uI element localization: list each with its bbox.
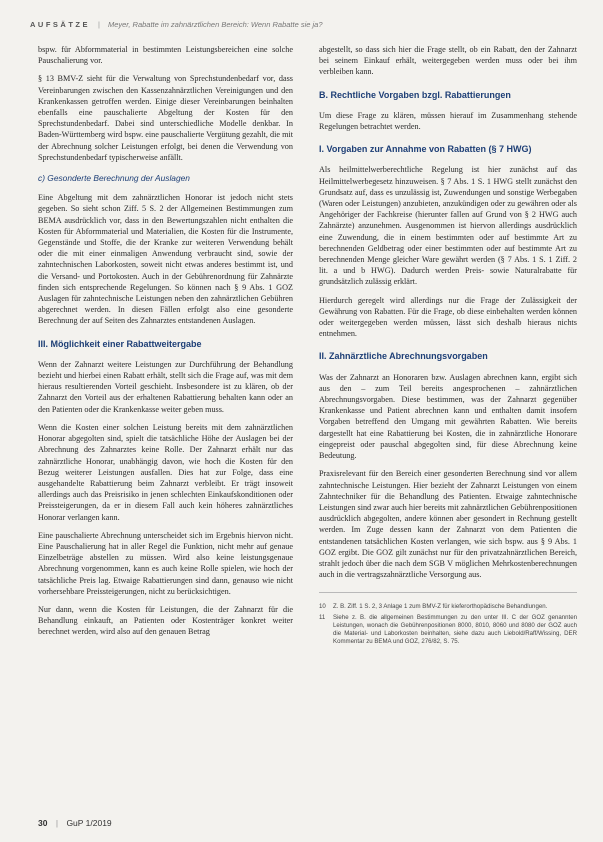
footer-separator: | — [55, 818, 59, 828]
header-separator: | — [98, 19, 100, 29]
footnote-text: Siehe z. B. die allgemeinen Bestimmungen zu den unter III. C der GOZ genannten Leistungen, wonach die Gebührenpositionen 8000, 8010, 8060 und 8080 der GOZ auch die Material- und Laborkosten beinhalten, siehe dazu auch Liebold/Raff/Wissing, DER Kommentar zu BEMA und GOZ, 276/82, S. 75. — [333, 613, 577, 646]
footnotes — [319, 603, 577, 646]
page-footer — [38, 818, 112, 828]
paragraph: Nur dann, wenn die Kosten für Leistungen, die der Zahnarzt für die Behandlung einkauft, an Patienten oder Kostenträger konkret weiter berechnet werden, wird also auf den genauen Betrag — [38, 604, 293, 637]
paragraph: Was der Zahnarzt an Honoraren bzw. Auslagen abrechnen kann, ergibt sich aus den – zum Teil bereits angesprochenen – zahnärztlichen Abrechnungsvorgaben. Diese bestimmen, was der Zahnarzt gegenüber Krankenkasse und Patient abrechnen kann und enthalten damit insofern Vorgaben betreffend den Umgang mit gewährten Rabatten. Wie bereits dargestellt hat eine Rabattierung bei Kosten, die in zahnärztliche Honorare eingepreist oder pauschal abgegolten sind, für diese Abrechnung keine Bedeutung. — [319, 372, 577, 461]
left-column — [38, 44, 293, 645]
footnote-number: 10 — [319, 603, 326, 611]
paragraph: Hierdurch geregelt wird allerdings nur die Frage der Zulässigkeit der Gewährung von Rabatten. Für die Frage, ob diese einbehalten werden können oder weitergegeben werden müssen, lässt sich deshalb hieraus nichts entnehmen. — [319, 295, 577, 339]
section-heading: II. Zahnärztliche Abrechnungsvorgaben — [319, 351, 488, 362]
right-column — [319, 44, 577, 648]
paragraph: Praxisrelevant für den Bereich einer gesonderten Berechnung sind vor allem zahntechnische Leistungen. Hier bezieht der Zahnarzt Leistungen von einem Zahntechniker für die Behandlung des Patienten. Etwaige zahntechnische Leistungen sind zwar auch hier bereits mit zahnärztlichen Gebührenpositionen ausdrücklich abgegolten, andere können aber gesondert in Rechnung gestellt werden. Im Zuge dessen kann der Zahnarzt von dem Patienten die entstandenen tatsächlichen Kosten verlangen, wie sich bspw. aus § 9 Abs. 1 GOZ ergibt. Die GOZ gilt zunächst nur für den privatzahnärztlichen Bereich, strahlt jedoch über die nach dem SGB V möglichen Mehrkostenberechnungen auch in die vertragszahnärztliche Versorgung aus. — [319, 469, 577, 580]
paragraph: abgestellt, so dass sich hier die Frage stellt, ob ein Rabatt, den der Zahnarzt bei seinem Einkauf erhält, weitergegeben werden muss oder bei ihm verbleiben kann. — [319, 45, 577, 77]
paragraph: Eine pauschalierte Abrechnung unterscheidet sich im Ergebnis hiervon nicht. Eine Pauschalierung hat in aller Regel die Funktion, nicht mehr auf genaue Einzelbeträge abstellen zu müssen. Wird also keine leistungsgenaue Abrechnung vorgenommen, kann es auch keine Rolle spielen, wie hoch der tatsächliche Preis lag. Etwaige Rabattierungen sind dann, genauso wie nicht vorhersehbare Preissteigerungen, nicht zu berücksichtigen. — [38, 530, 293, 596]
footnote — [319, 614, 577, 647]
paragraph: § 13 BMV-Z sieht für die Verwaltung von Sprechstundenbedarf vor, dass Vereinbarungen zwischen den Kassenzahnärztlichen Vereinigungen und den Krankenkassen getroffen werden. Einige dieser Vereinbarungen beinhalten ebenfalls eine pauschalierte Abgeltung der Kosten für den Sprechstundenbedarf. Dabei sind unterschiedliche Modelle denkbar. In Baden-Württemberg wird bspw. eine pauschalierte Vergütung gezahlt, die mit der Abrechnung solcher Leistungen erfolgt, bei denen die Verwendung von Sprechstundenbedarf typischerweise anfällt. — [38, 74, 293, 162]
running-header — [30, 16, 573, 32]
journal-issue: GuP 1/2019 — [66, 818, 112, 828]
footnote-number: 11 — [319, 613, 326, 621]
paragraph: bspw. für Abformmaterial in bestimmten Leistungsbereichen eine solche Pauschalierung vor. — [38, 45, 293, 66]
paragraph: Eine Abgeltung mit dem zahnärztlichen Honorar ist jedoch nicht stets gegeben. So sieht schon Ziff. 5 S. 2 der Allgemeinen Bestimmungen zum BEMA ausdrücklich vor, dass in den Bewertungszahlen nicht enthalten die Kosten für Abformmaterial und Materialien, die Kosten für die Instrumente, Gegenstände und Stoffe, die der Kranke zur weiteren Verwendung behält oder die mit einer einmaligen Anwendung verbraucht sind, sowie der zahntechnischen Laborkosten, soweit nicht etwas anderes bestimmt ist, und die Versand- und Portokosten. Auch in der Gebührenordnung für Zahnärzte finden sich entsprechende Regelungen. So können nach § 9 Abs. 1 GOZ Auslagen für zahntechnische Leistungen neben den zahnärztlichen Gebühren abgerechnet werden. In diesen Fällen erfolgt also eine gesonderte Berechnung der auf Seiten des Zahnarztes entstandenen Auslagen. — [38, 193, 293, 326]
paragraph: Als heilmittelwerberechtliche Regelung ist hier zunächst auf das Heilmittelwerbegesetz hinzuweisen. § 7 Abs. 1 S. 1 HWG stellt zunächst den Grundsatz auf, dass es unzulässig ist, Zuwendungen und sonstige Werbegaben (Waren oder Leistungen) anzubieten, anzukündigen oder zu gewähren oder als Angehöriger der Fachkreise (hierunter fallen auf Grund von § 2 HWG auch Zahnärzte) anzunehmen. Ausgenommen ist hiervon allerdings ausdrücklich eine Zuwendung, die in einem bestimmten oder auf bestimmte Art zu berechnenden Geldbetrag oder einer bestimmten oder auf bestimmte Art zu berechnenden Menge gleicher Ware gewährt werden (§ 7 Abs. 1 S. 1 Ziff. 2 lit. a und b HWG). Dadurch werden Preis- sowie Naturalrabatte für grundsätzlich zulässig erklärt. — [319, 165, 577, 287]
section-heading: III. Möglichkeit einer Rabattweitergabe — [38, 338, 202, 349]
footnote-divider — [319, 592, 577, 593]
running-title: Meyer, Rabatte im zahnärztlichen Bereich: Wenn Rabatte sie ja? — [107, 19, 323, 29]
paragraph: Wenn die Kosten einer solchen Leistung bereits mit dem zahnärztlichen Honorar abgegolten sind, spielt die tatsächliche Höhe der Auslagen bei der Abrechnung des Zahnarztes keine Rolle. Der Zahnarzt erhält nur das zahnärztliche Honorar, unabhängig davon, wie hoch die Kosten für den Bezug weiterer Leistungen ausfallen. Dies hat zur Folge, dass eine ausgehandelte Rabattierung beim Zahnarzt verbleibt. Er trägt insoweit allerdings auch das Preisrisiko in jenen schlechten Einkaufskonditionen oder Preissteigerungen, da er in diesem Fall auch kein höheres zahnärztliches Honorar verlangen kann. — [38, 422, 293, 522]
section-label: AUFSÄTZE — [30, 19, 90, 29]
footnote — [319, 603, 577, 611]
page-number: 30 — [38, 818, 48, 828]
paragraph: Um diese Frage zu klären, müssen hierauf im Zusammenhang stehende Regelungen betrachtet werden. — [319, 110, 577, 132]
paragraph: Wenn der Zahnarzt weitere Leistungen zur Durchführung der Behandlung bezieht und hierbei einen Rabatt erhält, stellt sich die Frage auf, was mit dem hieraus resultierenden Vorteil geschieht. Insbesondere ist zu klären, ob der Zahnarzt den Vorteil aus der erhaltenen Rabattierung behalten kann oder an den Patienten oder die Krankenkasse weiter geben muss. — [38, 359, 293, 414]
subsection-heading: c) Gesonderte Berechnung der Auslagen — [38, 173, 190, 184]
section-heading: B. Rechtliche Vorgaben bzgl. Rabattierungen — [319, 89, 511, 100]
footnote-text: Z. B. Ziff. 1 S. 2, 3 Anlage 1 zum BMV-Z für kieferorthopädische Behandlungen. — [333, 603, 548, 611]
section-heading: I. Vorgaben zur Annahme von Rabatten (§ 7 HWG) — [319, 144, 532, 155]
